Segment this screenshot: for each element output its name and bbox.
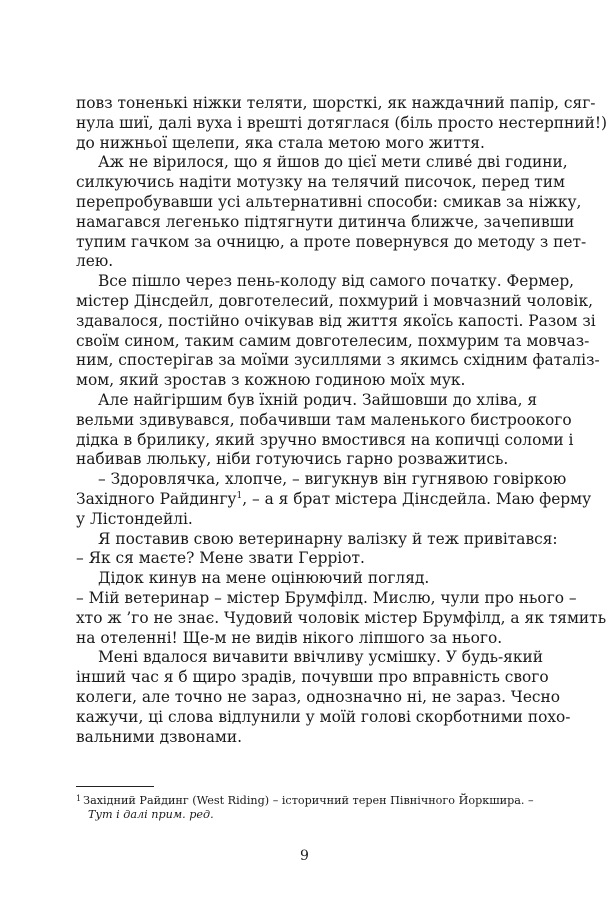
paragraph-start-line: Дідок кинув на мене оцінюючий погляд. — [98, 569, 430, 588]
paragraph-start-line: Але найгіршим був їхній родич. Зайшовши до хліва, я — [98, 391, 538, 409]
footnote-marker: 1 — [76, 794, 82, 803]
footnote-text: Західний Райдинг (West Riding) – історичний терен Північного Йоркшира. – — [83, 794, 534, 807]
text-line: ним, спостерігав за моїми зусиллями з якимсь східним фаталіз- — [76, 351, 600, 370]
text-line: тупим гачком за очницю, а проте повернувся до методу з пет- — [76, 232, 587, 251]
text-span: Західного Райдингу — [76, 490, 237, 508]
text-line: вальними дзвонами. — [76, 727, 242, 746]
dialogue-line: – Як ся маєте? Мене звати Герріот. — [76, 549, 365, 568]
text-line: нула шиї, далі вуха і врешті дотяглася (біль просто нестерпний!) — [76, 113, 608, 132]
paragraph-start-line: Мені вдалося вичавити ввічливу усмішку. У будь-який — [98, 648, 544, 667]
text-line: повз тоненькі ніжки теляти, шорсткі, як наждачний папір, сяг- — [76, 94, 596, 112]
text-line: кажучи, ці слова відлунили у моїй голові скорботними похо- — [76, 707, 571, 726]
text-span: , – а я брат містера Дінсдейла. Маю ферму — [242, 490, 592, 508]
text-line: до нижньої щелепи, яка стала метою мого життя. — [76, 133, 485, 152]
paragraph-start-line: – Здоровлячка, хлопче, – вигукнув він гугнявою говіркою — [98, 470, 567, 489]
paragraph-start-line: Аж не вірилося, що я йшов до цієї мети сливе́ дві години, — [98, 153, 568, 172]
text-line: мом, який зростав з кожною годиною моїх мук. — [76, 371, 466, 390]
text-line: здавалося, постійно очікував від життя якоїсь капості. Разом зі — [76, 311, 596, 330]
text-line: дідка в брилику, який зручно вмостився на копичці соломи і — [76, 430, 574, 449]
footnote-divider — [76, 786, 154, 787]
text-line: інший час я б щиро зрадів, почувши про вправність свого — [76, 668, 549, 687]
text-line: намагався легенько підтягнути дитинча ближче, зачепивши — [76, 212, 575, 231]
text-line: перепробувавши усі альтернативні способи: смикав за ніжку, — [76, 193, 582, 211]
text-line: вельми здивувався, побачивши там маленького бистроокого — [76, 410, 572, 429]
text-line: колеги, але точно не зараз, однозначно ні, не зараз. Чесно — [76, 688, 561, 706]
text-line: на отеленні! Ще-м не видів нікого ліпшого за нього. — [76, 628, 503, 647]
text-line: хто ж ’го не знає. Чудовий чоловік містер Брумфілд, а як тямить — [76, 608, 607, 627]
text-line: набивав люльку, ніби готуючись гарно розважитись. — [76, 450, 509, 469]
text-line: силкуючись надіти мотузку на телячий писочок, перед тим — [76, 173, 566, 192]
footnote — [76, 792, 536, 808]
footnote-reference[interactable]: 1 — [236, 491, 243, 501]
text-line-with-footnote — [76, 490, 592, 508]
paragraph-start-line: Все пішло через пень-колоду від самого початку. Фермер, — [98, 272, 575, 291]
footnote-continuation: Тут і далі прим. ред. — [88, 808, 214, 821]
dialogue-line: – Мій ветеринар – містер Брумфілд. Мислю, чули про нього – — [76, 589, 577, 607]
paragraph-start-line: Я поставив свою ветеринарну валізку й теж привітався: — [98, 529, 558, 548]
text-line: лею. — [76, 252, 114, 271]
text-line: містер Дінсдейл, довготелесий, похмурий і мовчазний чоловік, — [76, 292, 593, 310]
page-number: 9 — [300, 848, 309, 864]
text-line: у Лістондейлі. — [76, 509, 193, 528]
text-line: своїм сином, таким самим довготелесим, похмурим та мовчаз- — [76, 331, 590, 350]
